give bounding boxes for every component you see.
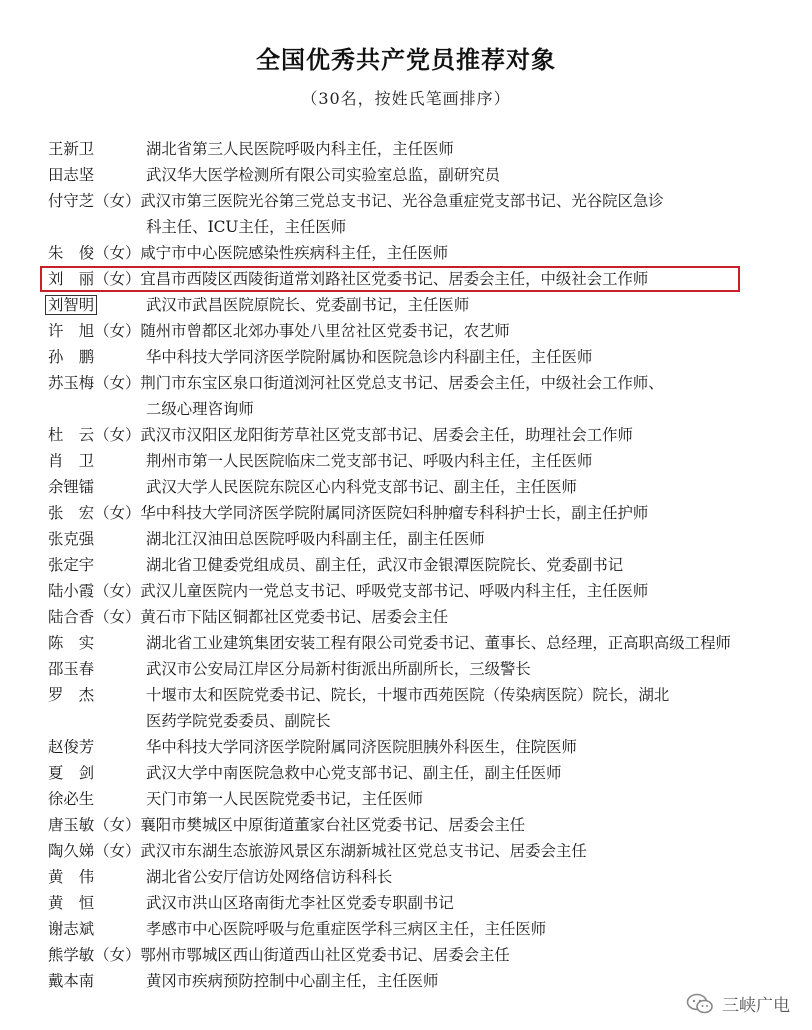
nominee-name-text: 陶久娣	[48, 842, 95, 860]
nominee-description: 湖北省卫健委党组成员、副主任，武汉市金银潭医院院长、党委副书记	[146, 556, 624, 574]
nominee-gender: （女）	[94, 504, 141, 522]
nominee-gender: （女）	[94, 608, 141, 626]
list-item	[48, 448, 748, 474]
nominee-name-text: 张定宇	[48, 556, 95, 574]
nominee-name	[48, 968, 146, 994]
nominee-description: 武汉市武昌医院原院长、党委副书记，主任医师	[146, 296, 470, 314]
list-item	[48, 864, 748, 890]
nominee-name-text: 余锂镭	[48, 478, 95, 496]
nominee-description: 武汉大学中南医院急救中心党支部书记、副主任，副主任医师	[146, 764, 562, 782]
nominee-description: 武汉市汉阳区龙阳街芳草社区党支部书记、居委会主任，助理社会工作师	[140, 426, 633, 444]
list-item	[48, 162, 748, 188]
list-item	[48, 188, 748, 214]
nominee-name-text: 陈 实	[48, 634, 95, 652]
nominee-description: 武汉市东湖生态旅游风景区东湖新城社区党总支书记、居委会主任	[140, 842, 587, 860]
nominee-name	[48, 474, 146, 500]
list-item	[48, 578, 748, 604]
nominee-name	[48, 708, 146, 734]
nominee-gender: （女）	[94, 842, 141, 860]
nominee-name-text: 谢志斌	[48, 920, 95, 938]
list-item	[48, 734, 748, 760]
nominee-name	[48, 292, 146, 318]
nominee-gender: （女）	[94, 426, 141, 444]
list-item	[48, 838, 748, 864]
nominee-name	[48, 500, 140, 526]
nominee-name	[48, 734, 146, 760]
nominee-description: 荆州市第一人民医院临床二党支部书记、呼吸内科主任，主任医师	[146, 452, 593, 470]
nominee-list	[48, 136, 748, 994]
nominee-gender: （女）	[94, 946, 141, 964]
list-item	[48, 968, 748, 994]
list-item	[48, 292, 748, 318]
nominee-description: 华中科技大学同济医学院附属协和医院急诊内科副主任，主任医师	[146, 348, 593, 366]
nominee-description: 黄冈市疾病预防控制中心副主任，主任医师	[146, 972, 439, 990]
nominee-name	[48, 396, 146, 422]
list-item	[48, 942, 748, 968]
nominee-name-text: 付守芝	[48, 192, 95, 210]
list-item	[48, 344, 748, 370]
list-item	[48, 656, 748, 682]
nominee-name	[48, 760, 146, 786]
nominee-name-text: 罗 杰	[48, 686, 95, 704]
nominee-name-text: 刘 丽	[48, 270, 95, 288]
nominee-description: 天门市第一人民医院党委书记，主任医师	[146, 790, 424, 808]
nominee-name	[48, 656, 146, 682]
nominee-name-text: 张 宏	[48, 504, 95, 522]
nominee-name	[48, 864, 146, 890]
nominee-name-text: 熊学敏	[48, 946, 95, 964]
nominee-name	[48, 266, 140, 292]
nominee-name-text: 陆合香	[48, 608, 95, 626]
document-title: 全国优秀共产党员推荐对象	[256, 46, 556, 74]
list-item	[48, 526, 748, 552]
list-item	[48, 136, 748, 162]
nominee-name-text: 孙 鹏	[48, 348, 95, 366]
nominee-name	[48, 812, 140, 838]
nominee-name	[48, 370, 140, 396]
nominee-description: 宜昌市西陵区西陵街道常刘路社区党委书记、居委会主任，中级社会工作师	[140, 270, 649, 288]
list-item	[48, 422, 748, 448]
list-item	[48, 604, 748, 630]
list-item	[48, 370, 748, 396]
wechat-chat-bubble-icon	[686, 993, 714, 1015]
list-item	[48, 474, 748, 500]
nominee-name	[48, 838, 140, 864]
list-item-continuation	[48, 214, 748, 240]
nominee-description: 二级心理咨询师	[146, 400, 254, 418]
nominee-description: 武汉大学人民医院东院区心内科党支部书记、副主任，主任医师	[146, 478, 577, 496]
nominee-name-text: 王新卫	[48, 140, 95, 158]
nominee-name	[48, 786, 146, 812]
nominee-name-text: 张克强	[48, 530, 95, 548]
nominee-description: 鄂州市鄂城区西山街道西山社区党委书记、居委会主任	[140, 946, 510, 964]
nominee-description: 孝感市中心医院呼吸与危重症医学科三病区主任，主任医师	[146, 920, 547, 938]
list-item	[48, 240, 748, 266]
nominee-name-text: 徐必生	[48, 790, 95, 808]
watermark	[686, 991, 790, 1016]
nominee-gender: （女）	[94, 374, 141, 392]
nominee-name	[48, 422, 140, 448]
nominee-description: 武汉华大医学检测所有限公司实验室总监，副研究员	[146, 166, 500, 184]
nominee-description: 黄石市下陆区铜都社区党委书记、居委会主任	[140, 608, 449, 626]
list-item	[48, 760, 748, 786]
nominee-name	[48, 188, 140, 214]
nominee-name-text: 黄 恒	[48, 894, 95, 912]
nominee-description: 科主任、ICU主任，主任医师	[146, 218, 347, 236]
list-item	[48, 318, 748, 344]
nominee-description: 医药学院党委委员、副院长	[146, 712, 331, 730]
nominee-description: 华中科技大学同济医学院附属同济医院胆胰外科医生，住院医师	[146, 738, 577, 756]
nominee-description: 湖北省公安厅信访处网络信访科科长	[146, 868, 393, 886]
nominee-description: 湖北江汉油田总医院呼吸内科副主任，副主任医师	[146, 530, 485, 548]
list-item	[48, 786, 748, 812]
nominee-description: 武汉市第三医院光谷第三党总支书记、光谷急重症党支部书记、光谷院区急诊	[140, 192, 664, 210]
nominee-gender: （女）	[94, 270, 141, 288]
nominee-name	[48, 942, 140, 968]
nominee-name	[48, 344, 146, 370]
list-item-continuation	[48, 708, 748, 734]
nominee-name-text: 苏玉梅	[48, 374, 95, 392]
document-subtitle: （30名，按姓氏笔画排序）	[301, 89, 511, 108]
nominee-name-text: 刘智明	[45, 295, 97, 315]
nominee-gender: （女）	[94, 244, 141, 262]
nominee-gender: （女）	[94, 322, 141, 340]
nominee-name-text: 夏 剑	[48, 764, 95, 782]
list-item-continuation	[48, 396, 748, 422]
list-item	[48, 890, 748, 916]
nominee-description: 襄阳市樊城区中原街道董家台社区党委书记、居委会主任	[140, 816, 526, 834]
nominee-name	[48, 526, 146, 552]
nominee-description: 武汉儿童医院内一党总支书记、呼吸党支部书记、呼吸内科主任，主任医师	[140, 582, 649, 600]
nominee-name-text: 邵玉春	[48, 660, 95, 678]
nominee-name-text: 戴本南	[48, 972, 95, 990]
nominee-name-text: 唐玉敏	[48, 816, 95, 834]
nominee-description: 武汉市洪山区珞南街尤李社区党委专职副书记	[146, 894, 454, 912]
nominee-name-text: 朱 俊	[48, 244, 95, 262]
watermark-text: 三峡广电	[722, 996, 790, 1016]
nominee-description: 随州市曾都区北郊办事处八里岔社区党委书记，农艺师	[140, 322, 510, 340]
nominee-description: 荆门市东宝区泉口街道浏河社区党总支书记、居委会主任，中级社会工作师、	[140, 374, 664, 392]
list-item	[48, 630, 748, 656]
nominee-description: 华中科技大学同济医学院附属同济医院妇科肿瘤专科科护士长，副主任护师	[140, 504, 649, 522]
nominee-name	[48, 552, 146, 578]
nominee-name	[48, 162, 146, 188]
nominee-name-text: 陆小霞	[48, 582, 95, 600]
nominee-name	[48, 890, 146, 916]
nominee-name	[48, 240, 140, 266]
nominee-name-text: 肖 卫	[48, 452, 95, 470]
nominee-name	[48, 578, 140, 604]
nominee-name-text: 田志坚	[48, 166, 95, 184]
nominee-name	[48, 604, 140, 630]
nominee-name	[48, 682, 146, 708]
list-item	[48, 812, 748, 838]
list-item	[48, 916, 748, 942]
nominee-gender: （女）	[94, 582, 141, 600]
nominee-name-text: 杜 云	[48, 426, 95, 444]
list-item	[48, 266, 748, 292]
nominee-name-text: 赵俊芳	[48, 738, 95, 756]
nominee-name	[48, 318, 140, 344]
nominee-name	[48, 916, 146, 942]
nominee-description: 武汉市公安局江岸区分局新村街派出所副所长，三级警长	[146, 660, 531, 678]
list-item	[48, 500, 748, 526]
nominee-description: 湖北省第三人民医院呼吸内科主任，主任医师	[146, 140, 454, 158]
nominee-description: 十堰市太和医院党委书记、院长，十堰市西苑医院（传染病医院）院长，湖北	[146, 686, 670, 704]
nominee-name	[48, 448, 146, 474]
nominee-gender: （女）	[94, 816, 141, 834]
nominee-gender: （女）	[94, 192, 141, 210]
nominee-name-text: 黄 伟	[48, 868, 95, 886]
nominee-description: 湖北省工业建筑集团安装工程有限公司党委书记、董事长、总经理，正高职高级工程师	[146, 634, 731, 652]
nominee-name	[48, 630, 146, 656]
nominee-name	[48, 136, 146, 162]
list-item	[48, 682, 748, 708]
nominee-description: 咸宁市中心医院感染性疾病科主任，主任医师	[140, 244, 449, 262]
nominee-name	[48, 214, 146, 240]
list-item	[48, 552, 748, 578]
nominee-name-text: 许 旭	[48, 322, 95, 340]
